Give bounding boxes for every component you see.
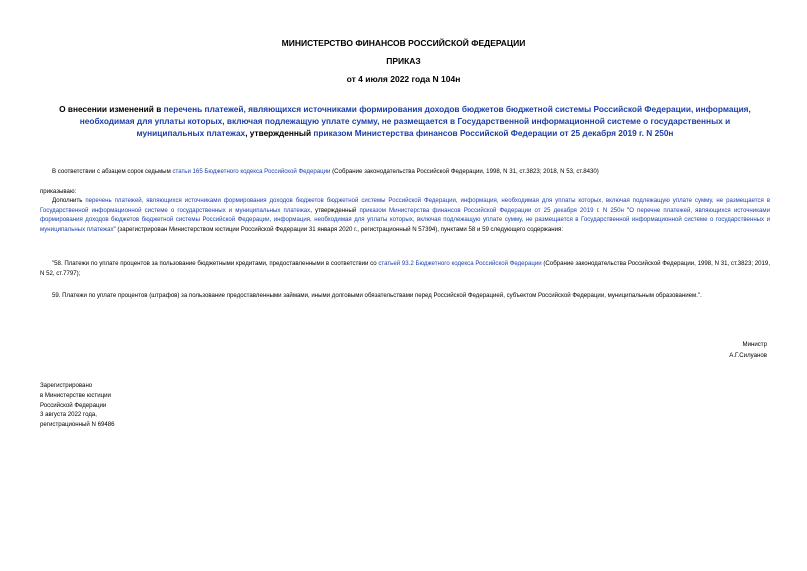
order-label: приказываю: [40,188,77,195]
document-type: ПРИКАЗ [386,56,421,66]
amend-middle2: " [623,206,630,214]
subject-middle: , утвержденный [245,128,314,138]
amend-link-order-title[interactable]: О перечне платежей, являющихся источниками формирования доходов бюджетов бюджетной системы Российской Федерации, информация, необходимая для уплаты которых, включая подлежащую уплате сумму, не размещается в Государственной информационной системе о государственных и муниципальных платежах [40,206,770,234]
basis-paragraph [40,167,770,177]
basis-suffix: (Собрание законодательства Российской Федерации, 1998, N 31, ст.3823; 2018, N 53, ст.8430) [330,168,599,175]
registration-line: регистрационный N 69486 [40,421,115,429]
amendment-paragraph [40,196,770,235]
registration-block [40,381,115,430]
item58-prefix: "58. Платежи по уплате процентов за пользование бюджетными кредитами, предоставленными в соответствии со [52,260,379,267]
document-subject [46,103,764,139]
amend-link-order-250n[interactable]: приказом Министерства финансов Российской Федерации от 25 декабря 2019 г. N 250н [359,206,624,214]
item58-suffix: (Собрание законодательства Российской Федерации, 1998, N 31, ст.3823; 2019, N 52, ст.7797); [40,260,771,277]
basis-link-article-165[interactable]: статьи 165 Бюджетного кодекса Российской Федерации [172,168,331,175]
registration-line: в Министерстве юстиции [40,391,111,399]
signatory-name: А.Г.Силуанов [729,352,767,359]
amend-suffix: " (зарегистрирован Министерством юстиции Российской Федерации 31 января 2020 г., регистрационный N 57394), пунктами 58 и 59 следующего содержания: [113,226,564,234]
basis-prefix: В соответствии с абзацем сорок седьмым [52,168,173,175]
signatory-title: Министр [742,341,767,348]
amend-middle1: , утвержденный [310,206,360,214]
registration-line: Российской Федерации [40,401,107,409]
ministry-name: МИНИСТЕРСТВО ФИНАНСОВ РОССИЙСКОЙ ФЕДЕРАЦИИ [281,38,526,48]
item-59-paragraph: 59. Платежи по уплате процентов (штрафов) за пользование предоставленными займами, иными долговыми обязательствами перед Российской Федерацией, субъектом Российской Федерации, муниципальным образованием.". [52,292,702,299]
amend-prefix: Дополнить [52,197,86,204]
item58-link-article-93-2[interactable]: статьей 93.2 Бюджетного кодекса Российской Федерации [378,260,542,267]
item-58-paragraph [40,259,770,278]
amend-link-list-of-payments[interactable]: перечень платежей, являющихся источниками формирования доходов бюджетов бюджетной системы Российской Федерации, информация, необходимая для уплаты которых, включая подлежащую уплате сумму, не размещается в Государственной информационной системе о государственных и муниципальных платежах [40,197,770,214]
subject-prefix: О внесении изменений в [59,104,164,114]
subject-link-order-250n[interactable]: приказом Министерства финансов Российской Федерации от 25 декабря 2019 г. N 250н [313,128,674,138]
subject-link-list-of-payments[interactable]: перечень платежей, являющихся источниками формирования доходов бюджетов бюджетной системы Российской Федерации, информация, необходимая для уплаты которых, включая подлежащую уплате сумму, не размещается в Государственной информационной системе о государственных и муниципальных платежах [79,104,751,138]
registration-line: Зарегистрировано [40,382,93,389]
document-date-number: от 4 июля 2022 года N 104н [346,74,461,84]
registration-line: 3 августа 2022 года, [40,411,97,419]
